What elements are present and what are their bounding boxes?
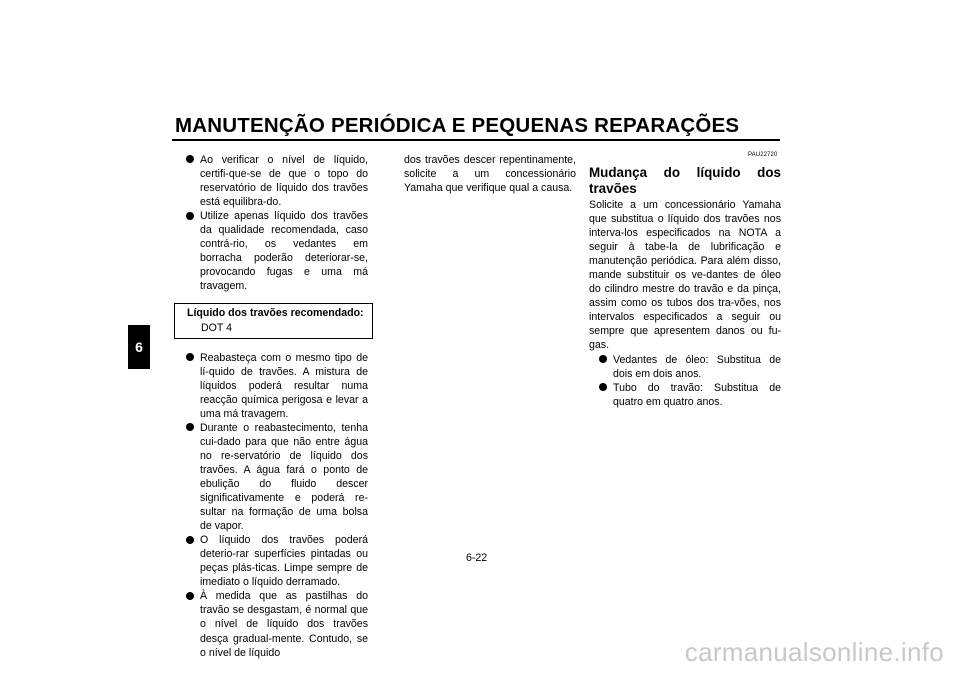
- section-paragraph: Solicite a um concessionário Yamaha que substitua o líquido dos travões nos interva-los especificados na NOTA a seguir à tabe-la de lubrificação e manutenção periódica. Para além disso, mande substituir os ve-dantes de óleo do cilindro mestre do travão e da pinça, assim como os tubos dos tra-vões, nos intervalos especificados a seguir ou sempre que apresentem danos ou fu-gas.: [589, 199, 781, 352]
- column-right: [589, 165, 781, 409]
- bullet-dot-icon: [599, 355, 607, 363]
- replacement-list: [599, 353, 781, 409]
- page-number: 6-22: [466, 552, 488, 564]
- bullet-dot-icon: [186, 353, 194, 361]
- section-code: PAU22720: [748, 152, 778, 158]
- bullet-item: [186, 153, 368, 209]
- bullet-item: [186, 589, 368, 659]
- bullet-dot-icon: [186, 592, 194, 600]
- bullet-text: Ao verificar o nível de líquido, certifi-que-se de que o topo do reservatório de líquido dos travões está equilibra-do.: [200, 154, 368, 209]
- chapter-tab: 6: [128, 325, 150, 369]
- bullet-text: Tubo do travão: Substitua de quatro em quatro anos.: [613, 381, 781, 408]
- column-left: [186, 153, 368, 660]
- bullet-dot-icon: [599, 383, 607, 391]
- bullet-item: [186, 351, 368, 421]
- recommended-fluid-value: DOT 4: [201, 321, 233, 334]
- section-heading: Mudança do líquido dos travões: [589, 165, 781, 196]
- bullet-text: Durante o reabastecimento, tenha cui-dado para que não entre água no re-servatório de líquido dos travões. A água fará o ponto de ebulição do fluido descer significativamente e poderá re-sultar na formação de uma bolsa de vapor.: [200, 421, 368, 533]
- bullet-dot-icon: [186, 212, 194, 220]
- header-rule: [172, 139, 780, 141]
- column-middle: [404, 153, 576, 195]
- recommended-fluid-box: [174, 303, 373, 338]
- bullet-item: [599, 353, 781, 381]
- bullet-item: [186, 533, 368, 589]
- bullet-text: O líquido dos travões poderá deterio-rar superfícies pintadas ou peças plás-ticas. Limpe sempre de imediato o líquido derramado.: [200, 534, 368, 589]
- bullet-text: Vedantes de óleo: Substitua de dois em dois anos.: [613, 353, 781, 380]
- watermark: carmanualsonline.info: [684, 637, 944, 667]
- page-title: MANUTENÇÃO PERIÓDICA E PEQUENAS REPARAÇÕES: [175, 114, 740, 137]
- bullet-text: À medida que as pastilhas do travão se desgastam, é normal que o nível de líquido dos travões desça gradual-mente. Contudo, se o nível de líquido: [200, 590, 368, 659]
- bullet-text: Reabasteça com o mesmo tipo de lí-quido de travões. A mistura de líquidos poderá resultar numa reacção química perigosa e levar a uma má travagem.: [200, 351, 368, 420]
- continued-text: dos travões descer repentinamente, solicite a um concessionário Yamaha que verifique qual a causa.: [404, 154, 576, 195]
- bullet-dot-icon: [186, 155, 194, 163]
- bullet-text: Utilize apenas líquido dos travões da qualidade recomendada, caso contrá-rio, os vedantes em borracha poderão deteriorar-se, provocando fugas e uma má travagem.: [200, 210, 368, 293]
- bullet-item: [186, 421, 368, 533]
- bullet-dot-icon: [186, 536, 194, 544]
- bullet-item: [599, 381, 781, 409]
- recommended-fluid-title: Líquido dos travões recomendado:: [187, 307, 364, 320]
- bullet-dot-icon: [186, 423, 194, 431]
- bullet-item: [186, 209, 368, 293]
